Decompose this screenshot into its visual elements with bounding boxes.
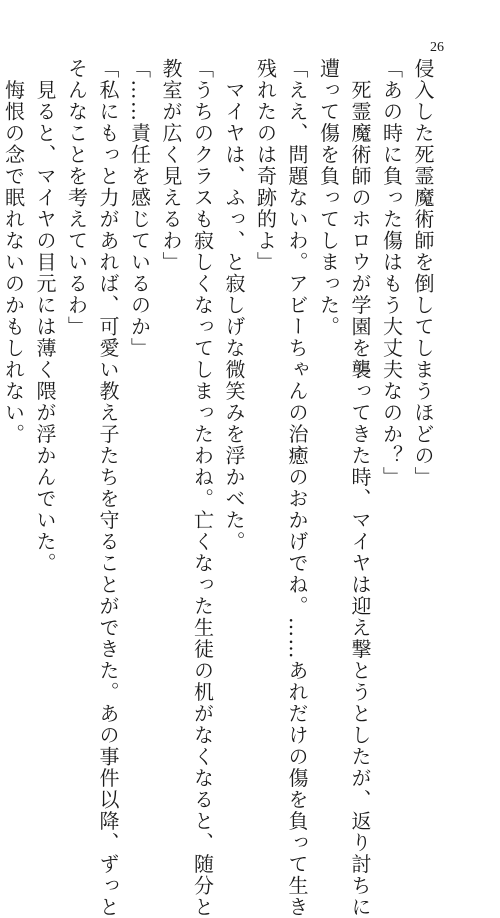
novel-text-block — [1, 58, 438, 918]
text-line: 「私にもっと力があれば、可愛い教え子たちを守ることができた。あの事件以降、ずっと — [96, 58, 120, 918]
text-line: 死霊魔術師のホロウが学園を襲ってきた時、マイヤは迎え撃とうとしたが、返り討ちに — [348, 58, 372, 918]
text-line: 「あの時に負った傷はもう大丈夫なのか？」 — [379, 58, 404, 488]
text-line: そんなことを考えているわ」 — [64, 58, 89, 338]
text-line: 「うちのクラスも寂しくなってしまったわね。亡くなった生徒の机がなくなると、随分と — [190, 58, 215, 918]
text-line: 「ええ、問題ないわ。アビーちゃんの治癒のおかげでね。……あれだけの傷を負って生き — [285, 58, 309, 918]
text-line: 悔恨の念で眠れないのかもしれない。 — [1, 58, 26, 445]
text-line: 教室が広く見えるわ」 — [159, 58, 183, 273]
text-line: 残れたのは奇跡的よ」 — [253, 58, 278, 273]
text-line: 見ると、マイヤの目元には薄く隈が浮かんでいた。 — [33, 58, 57, 574]
text-line: 侵入した死霊魔術師を倒してしまうほどの」 — [411, 58, 435, 488]
text-line: マイヤは、ふっ、と寂しげな微笑みを浮かべた。 — [222, 58, 246, 553]
page-number: 26 — [430, 40, 444, 55]
text-line: 遭って傷を負ってしまった。 — [316, 58, 341, 338]
text-line: 「……責任を感じているのか」 — [127, 58, 152, 359]
